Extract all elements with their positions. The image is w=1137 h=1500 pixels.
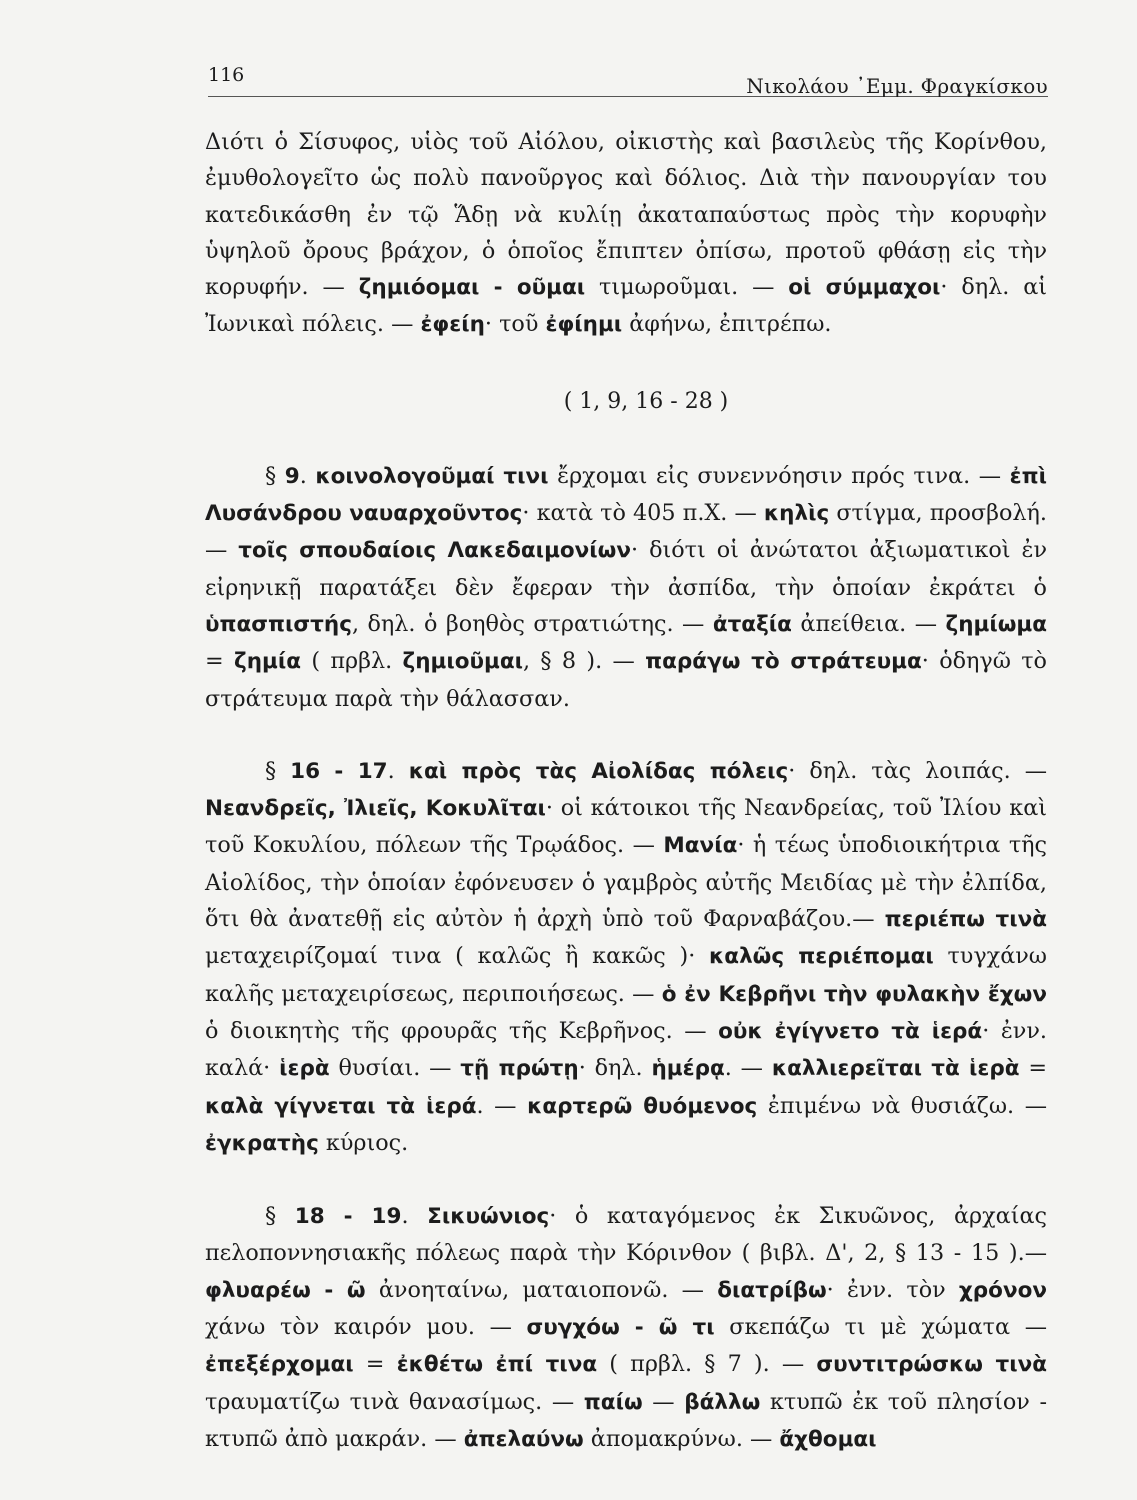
gloss-text: Διότι ὁ Σίσυφος, υἱὸς τοῦ Αἰόλου, οἰκιστὴς καὶ βασιλεὺς τῆς Κορίνθου, ἐμυθολογεῖτο ὡς πολὺ πανοῦργος καὶ δόλιος. Διὰ τὴν πανουργίαν του κατεδικάσθη ἐν τῷ Ἅδῃ νὰ κυλίῃ ἀκαταπαύστως πρὸς τὴν κορυφὴν ὑψηλοῦ ὄρους βράχον, ὁ ὁποῖος ἔπιπτεν ὀπίσω, προτοῦ φθάσῃ εἰς τὴν κορυφήν. — xyxy=(205,129,1047,301)
lemma-term: καρτερῶ θυόμενος xyxy=(527,1093,758,1119)
lemma-term: Νεανδρεῖς, Ἰλιεῖς, Κοκυλῖται xyxy=(205,796,546,822)
gloss-text: · ὁ καταγόμενος ἐκ Σικυῶνος, ἀρχαίας πελοποννησιακῆς πόλεως παρὰ τὴν Κόρινθον ( βιβλ. Δ', 2, § 13 - 15 ).— xyxy=(205,1203,1047,1267)
lemma-term: συγχόω - ῶ τι xyxy=(526,1315,715,1341)
lemma-term: τοῖς σπουδαίοις Λακεδαιμονίων xyxy=(238,538,632,564)
gloss-text: κύριος. xyxy=(318,1129,409,1156)
lemma-term: ὁ ἐν Κεβρῆνι τὴν φυλακὴν ἔχων xyxy=(661,981,1048,1007)
lemma-term: ζημίωμα xyxy=(945,611,1047,637)
page-body xyxy=(205,124,1047,1458)
lemma-term: 9 xyxy=(284,463,300,489)
gloss-text: · οἱ κάτοικοι τῆς Νεανδρείας, τοῦ Ἰλίου καὶ τοῦ Κοκυλίου, πόλεων τῆς Τρῳάδος. — xyxy=(205,795,1047,859)
lemma-term: καλλιερεῖται τὰ ἱερὰ xyxy=(771,1056,1020,1082)
gloss-text: ἐπιμένω νὰ θυσιάζω. — xyxy=(757,1092,1048,1119)
gloss-text: ( πρβλ. § 7 ). — xyxy=(597,1351,817,1378)
gloss-text: = xyxy=(205,648,235,675)
lemma-term: 16 - 17 xyxy=(290,758,388,784)
lemma-term: βάλλω xyxy=(684,1389,761,1415)
gloss-text: · ὁδηγῶ τὸ στράτευμα παρὰ τὴν θάλασσαν. xyxy=(205,648,1047,712)
lemma-term: ζημιοῦμαι xyxy=(402,649,524,675)
lemma-term: οἱ σύμμαχοι xyxy=(788,275,941,301)
gloss-text: χάνω τὸν καιρόν μου. — xyxy=(205,1314,527,1341)
gloss-text: ἔρχομαι εἰς συνεννόησιν πρός τινα. — xyxy=(548,462,1010,489)
lemma-term: Σικυώνιος xyxy=(427,1204,550,1230)
gloss-text: τιμωροῦμαι. — xyxy=(585,274,789,301)
gloss-text: θυσίαι. — xyxy=(329,1055,461,1082)
lemma-term: ἐφείη xyxy=(420,312,485,338)
lemma-term: ἀπελαύνω xyxy=(463,1426,584,1452)
gloss-text: . xyxy=(299,462,316,489)
gloss-text: . xyxy=(401,1203,428,1230)
paragraph-section-16-17 xyxy=(205,753,1047,1162)
gloss-text: τυγχάνω καλῆς μεταχειρίσεως, περιποιήσεως. — xyxy=(205,943,1047,1007)
lemma-term: ἐκθέτω ἐπί τινα xyxy=(396,1352,598,1378)
gloss-text: στίγμα, προσβολή. — xyxy=(205,500,1048,564)
gloss-text: · δηλ. αἱ Ἰωνικαὶ πόλεις. — xyxy=(205,274,1047,338)
gloss-text: · δηλ. τὰς λοιπάς. — xyxy=(788,757,1047,784)
lemma-term: ὑπασπιστής xyxy=(205,611,352,637)
gloss-text: ( πρβλ. xyxy=(301,648,403,675)
gloss-text: μεταχειρίζομαί τινα ( καλῶς ἢ κακῶς )· xyxy=(205,943,710,970)
gloss-text: · διότι οἱ ἀνώτατοι ἀξιωματικοὶ ἐν εἰρηνικῇ παρατάξει δὲν ἔφεραν τὴν ἀσπίδα, τὴν ὁποίαν ἐκράτει ὁ xyxy=(205,537,1048,601)
gloss-text: · ἐνν. καλά· xyxy=(205,1017,1048,1082)
gloss-text: , δηλ. ὁ βοηθὸς στρατιώτης. — xyxy=(351,610,713,637)
lemma-term: ἐπεξέρχομαι xyxy=(205,1352,354,1378)
gloss-text: ὁ διοικητὴς τῆς φρουρᾶς τῆς Κεβρῆνος. — xyxy=(205,1017,719,1044)
gloss-text: § xyxy=(265,757,291,784)
lemma-term: ἡμέρᾳ xyxy=(651,1056,725,1082)
gloss-text: σκεπάζω τι μὲ χώματα — xyxy=(714,1314,1047,1341)
paragraph-commentary-intro xyxy=(205,124,1047,344)
gloss-text: · κατὰ τὸ 405 π.Χ. — xyxy=(522,500,764,527)
lemma-term: καλῶς περιέπομαι xyxy=(709,944,934,970)
lemma-term: διατρίβω xyxy=(717,1277,827,1303)
gloss-text: ἀπομακρύνω. — xyxy=(583,1425,780,1452)
gloss-text: · δηλ. xyxy=(578,1055,652,1082)
lemma-term: κοινολογοῦμαί τινι xyxy=(315,463,549,489)
gloss-text: · ἡ τέως ὑποδιοικήτρια τῆς Αἰολίδος, τὴν ὁποίαν ἐφόνευσεν ὁ γαμβρὸς αὐτῆς Μειδίας μὲ τὴν ἐλπίδα, ὅτι θὰ ἀνατεθῇ εἰς αὐτὸν ἡ ἀρχὴ ὑπὸ τοῦ Φαρναβάζου.— xyxy=(205,832,1048,933)
gloss-text: — xyxy=(642,1388,685,1415)
gloss-text: = xyxy=(353,1351,397,1378)
lemma-term: χρόνον xyxy=(958,1277,1048,1303)
lemma-term: ζημιόομαι - οῦμαι xyxy=(358,275,586,301)
lemma-term: τῇ πρώτῃ xyxy=(460,1056,579,1082)
lemma-term: ζημία xyxy=(234,649,301,675)
gloss-text: § xyxy=(265,1203,295,1230)
lemma-term: ἐγκρατὴς xyxy=(205,1130,319,1156)
gloss-text: ἀνοηταίνω, ματαιοπονῶ. — xyxy=(365,1276,718,1303)
gloss-text: κτυπῶ ἐκ τοῦ πλησίον - κτυπῶ ἀπὸ μακράν. — xyxy=(205,1388,1047,1452)
gloss-text: ἀφήνω, ἐπιτρέπω. xyxy=(622,311,832,338)
lemma-term: 18 - 19 xyxy=(294,1204,402,1230)
lemma-term: κηλὶς xyxy=(763,501,830,527)
page-header xyxy=(208,60,1048,97)
lemma-term: παίω xyxy=(583,1389,643,1415)
gloss-text: , § 8 ). — xyxy=(523,648,646,675)
gloss-text: . — xyxy=(476,1092,528,1119)
gloss-text: ἀπείθεια. — xyxy=(791,610,946,637)
paragraph-section-9 xyxy=(205,458,1047,717)
section-heading: ( 1, 9, 16 - 28 ) xyxy=(563,388,729,414)
gloss-text: § xyxy=(265,462,285,489)
lemma-term: συντιτρώσκω τινὰ xyxy=(816,1352,1047,1378)
lemma-term: ἐπὶ Λυσάνδρου ναυαρχοῦντος xyxy=(205,463,1047,527)
lemma-term: ἄχθομαι xyxy=(779,1426,877,1452)
running-title: Νικολάου ᾿Εμμ. Φραγκίσκου xyxy=(746,74,1048,98)
gloss-text: = xyxy=(1019,1055,1048,1082)
lemma-term: ἱερὰ xyxy=(279,1056,330,1082)
gloss-text: · τοῦ xyxy=(484,311,546,338)
lemma-term: καὶ πρὸς τὰς Αἰολίδας πόλεις xyxy=(408,758,789,784)
gloss-text: . — xyxy=(724,1055,772,1082)
lemma-term: παράγω τὸ στράτευμα xyxy=(645,649,922,675)
lemma-term: φλυαρέω - ῶ xyxy=(205,1277,366,1303)
gloss-text: · ἐνν. τὸν xyxy=(826,1276,959,1303)
lemma-term: Μανία xyxy=(663,833,738,859)
page-number: 116 xyxy=(208,64,245,86)
lemma-term: καλὰ γίγνεται τὰ ἱερά xyxy=(205,1093,477,1119)
lemma-term: ἐφίημι xyxy=(545,312,623,338)
gloss-text: τραυματίζω τινὰ θανασίμως. — xyxy=(205,1388,584,1415)
lemma-term: οὐκ ἐγίγνετο τὰ ἱερά xyxy=(718,1018,983,1044)
gloss-text: . xyxy=(387,757,409,784)
paragraph-section-18-19 xyxy=(205,1198,1047,1458)
lemma-term: περιέπω τινὰ xyxy=(884,907,1047,933)
lemma-term: ἀταξία xyxy=(712,611,792,637)
